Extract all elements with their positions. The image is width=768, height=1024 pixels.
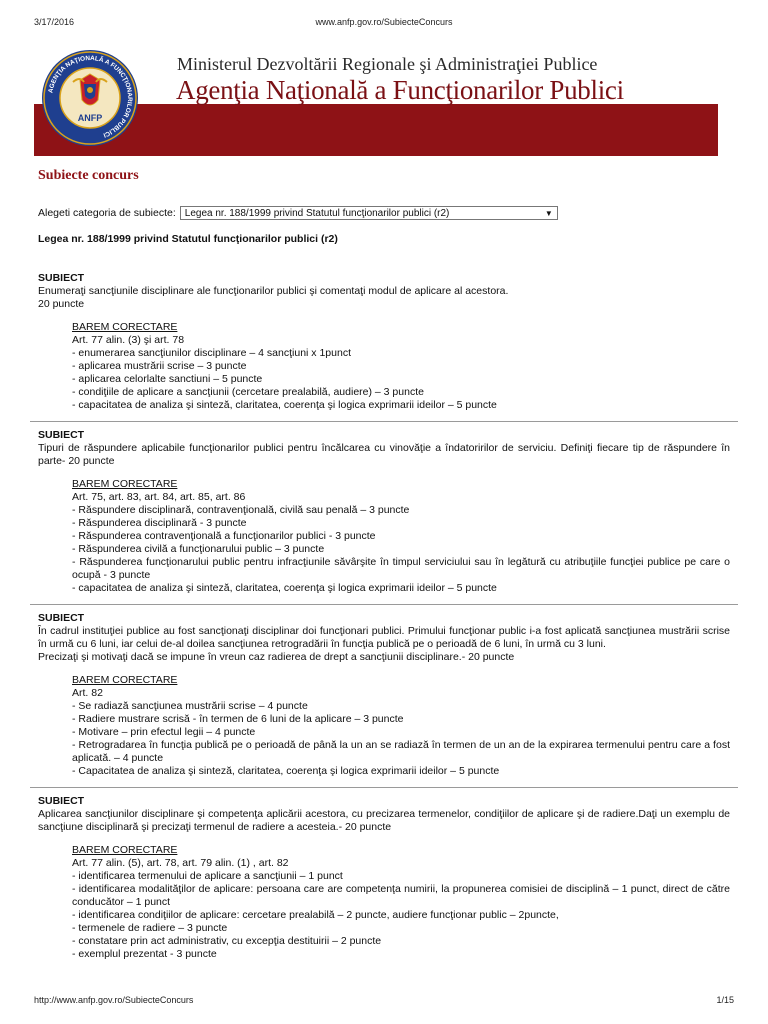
site-banner	[34, 44, 718, 156]
subject-block	[38, 272, 730, 412]
barem-line: Art. 77 alin. (5), art. 78, art. 79 alin. (1) , art. 82	[72, 857, 289, 869]
barem-line: - condiţiile de aplicare a sancţiunii (cercetare prealabilă, audiere) – 3 puncte	[72, 386, 424, 398]
barem-title: BAREM CORECTARE	[72, 674, 178, 686]
ministry-title: Ministerul Dezvoltării Regionale şi Administraţiei Publice	[177, 54, 598, 74]
barem-line: - Răspunderea disciplinară - 3 puncte	[72, 517, 247, 529]
print-header	[34, 17, 734, 27]
subject-block	[38, 429, 730, 595]
subject-label: SUBIECT	[38, 272, 85, 284]
barem-line: - Răspundere disciplinară, contravenţională, civilă sau penală – 3 puncte	[72, 504, 410, 516]
print-url: www.anfp.gov.ro/SubiecteConcurs	[315, 17, 453, 27]
barem-line: - Motivare – prin efectul legii – 4 puncte	[72, 726, 256, 738]
barem-line: Art. 82	[72, 687, 103, 699]
page-number: 1/15	[716, 995, 734, 1005]
barem-line: - Capacitatea de analiza şi sinteză, claritatea, coerenţa şi logica exprimarii ideilor – 5 puncte	[72, 765, 500, 777]
barem-line: - Răspunderea civilă a funcţionarului public – 3 puncte	[72, 543, 325, 555]
barem-line: - termenele de radiere – 3 puncte	[72, 922, 228, 934]
barem-block	[72, 321, 730, 412]
print-date: 3/17/2016	[34, 17, 75, 27]
subject-question: Aplicarea sancţiunilor disciplinare şi competenţa aplicării acestora, cu precizarea termenelor, condiţiilor de aplicare şi de radiere.Daţi un exemplu de sancţiune disciplinară şi precizaţi termenul de radiere a acesteia.- 20 puncte	[38, 808, 730, 833]
barem-line: - Radiere mustrare scrisă - în termen de 6 luni de la aplicare – 3 puncte	[72, 713, 404, 725]
subject-points: 20 puncte	[38, 298, 85, 310]
agency-title: Agenţia Naţională a Funcţionarilor Publici	[176, 75, 624, 105]
barem-line: - capacitatea de analiza şi sinteză, claritatea, coerenţa şi logica exprimarii ideilor – 5 puncte	[72, 399, 497, 411]
barem-block	[72, 844, 730, 961]
barem-line: - aplicarea celorlalte sanctiuni – 5 puncte	[72, 373, 263, 385]
subjects-list	[38, 272, 730, 961]
barem-line: - constatare prin act administrativ, cu excepţia destituirii – 2 puncte	[72, 935, 382, 947]
seal-ring-text: AGENŢIA NAŢIONALĂ A FUNCŢIONARILOR PUBLICI	[47, 54, 134, 139]
barem-title: BAREM CORECTARE	[72, 844, 178, 856]
barem-line: - identificarea modalităţilor de aplicare: persoana care are competenţa numirii, la propunerea comisiei de disciplină – 1 punct, direct de către conducător – 1 punct	[72, 883, 730, 908]
seal-abbr: ANFP	[77, 113, 103, 123]
subject-divider	[30, 604, 738, 605]
barem-line: - Se radiază sancţiunea mustrării scrise – 4 puncte	[72, 700, 308, 712]
print-footer	[34, 995, 734, 1005]
barem-title: BAREM CORECTARE	[72, 478, 178, 490]
barem-line: - enumerarea sancţiunilor disciplinare – 4 sancţiuni x 1punct	[72, 347, 351, 359]
footer-url: http://www.anfp.gov.ro/SubiecteConcurs	[34, 995, 194, 1005]
barem-line: - Retrogradarea în funcţia publică pe o perioadă de până la un an se radiază în termen de un an de la expirarea termenului pentru care a fost aplicată. – 4 puncte	[72, 739, 730, 764]
subject-divider	[30, 787, 738, 788]
subject-block	[38, 795, 730, 961]
subject-question: Tipuri de răspundere aplicabile funcţionarilor publici pentru încălcarea cu vinovăţie a îndatoririlor de serviciu. Definiţi fiecare tip de răspundere în parte- 20 puncte	[38, 442, 730, 467]
subject-divider	[30, 421, 738, 422]
barem-title: BAREM CORECTARE	[72, 321, 178, 333]
barem-line: - Răspunderea contravenţională a funcţionarilor publici - 3 puncte	[72, 530, 376, 542]
category-selector	[38, 206, 558, 220]
subject-question: Precizaţi şi motivaţi dacă se impune în vreun caz radierea de drept a sancţiunii disciplinare.- 20 puncte	[38, 651, 515, 663]
barem-line: - aplicarea mustrării scrise – 3 puncte	[72, 360, 247, 372]
category-select[interactable]	[180, 206, 558, 220]
barem-line: Art. 77 alin. (3) şi art. 78	[72, 334, 185, 346]
barem-line: - identificarea termenului de aplicare a sancţiunii – 1 punct	[72, 870, 343, 882]
subject-question: În cadrul instituţiei publice au fost sancţionaţi disciplinar doi funcţionari publici. Primului funcţionar public i-a fost aplicată sancţiunea mustrării scrise în urmă cu 6 luni, iar celui de-al doilea sancţiunea retrogradării în funcţia publică pe o perioadă de 6 luni, în urmă cu 3 luni.	[38, 625, 730, 650]
barem-line: - exemplul prezentat - 3 puncte	[72, 948, 217, 960]
subject-label: SUBIECT	[38, 795, 85, 807]
category-select-value: Legea nr. 188/1999 privind Statutul funcţionarilor publici (r2)	[184, 207, 450, 219]
barem-line: - capacitatea de analiza şi sinteză, claritatea, coerenţa şi logica exprimarii ideilor – 5 puncte	[72, 582, 497, 594]
barem-line: - Răspunderea funcţionarului public pentru infracţiunile săvârşite în timpul serviciului sau în legătură cu atribuţiile funcţiei publice pe care o ocupă - 3 puncte	[72, 556, 730, 581]
anfp-seal-logo[interactable]	[40, 48, 140, 148]
subject-question: Enumeraţi sancţiunile disciplinare ale funcţionarilor publici şi comentaţi modul de aplicare al acestora.	[38, 285, 509, 297]
category-heading: Legea nr. 188/1999 privind Statutul funcţionarilor publici (r2)	[38, 233, 338, 245]
subject-label: SUBIECT	[38, 429, 85, 441]
dropdown-arrow-icon[interactable]: ▼	[544, 208, 553, 218]
subject-block	[38, 612, 730, 778]
barem-block	[72, 674, 730, 778]
subject-label: SUBIECT	[38, 612, 85, 624]
barem-line: - identificarea condiţiilor de aplicare: cercetare prealabilă – 2 puncte, audiere funcţionar public – 2puncte,	[72, 909, 559, 921]
barem-block	[72, 478, 730, 595]
barem-line: Art. 75, art. 83, art. 84, art. 85, art. 86	[72, 491, 246, 503]
page-title: Subiecte concurs	[38, 168, 139, 183]
category-select-label: Alegeti categoria de subiecte:	[38, 207, 176, 219]
